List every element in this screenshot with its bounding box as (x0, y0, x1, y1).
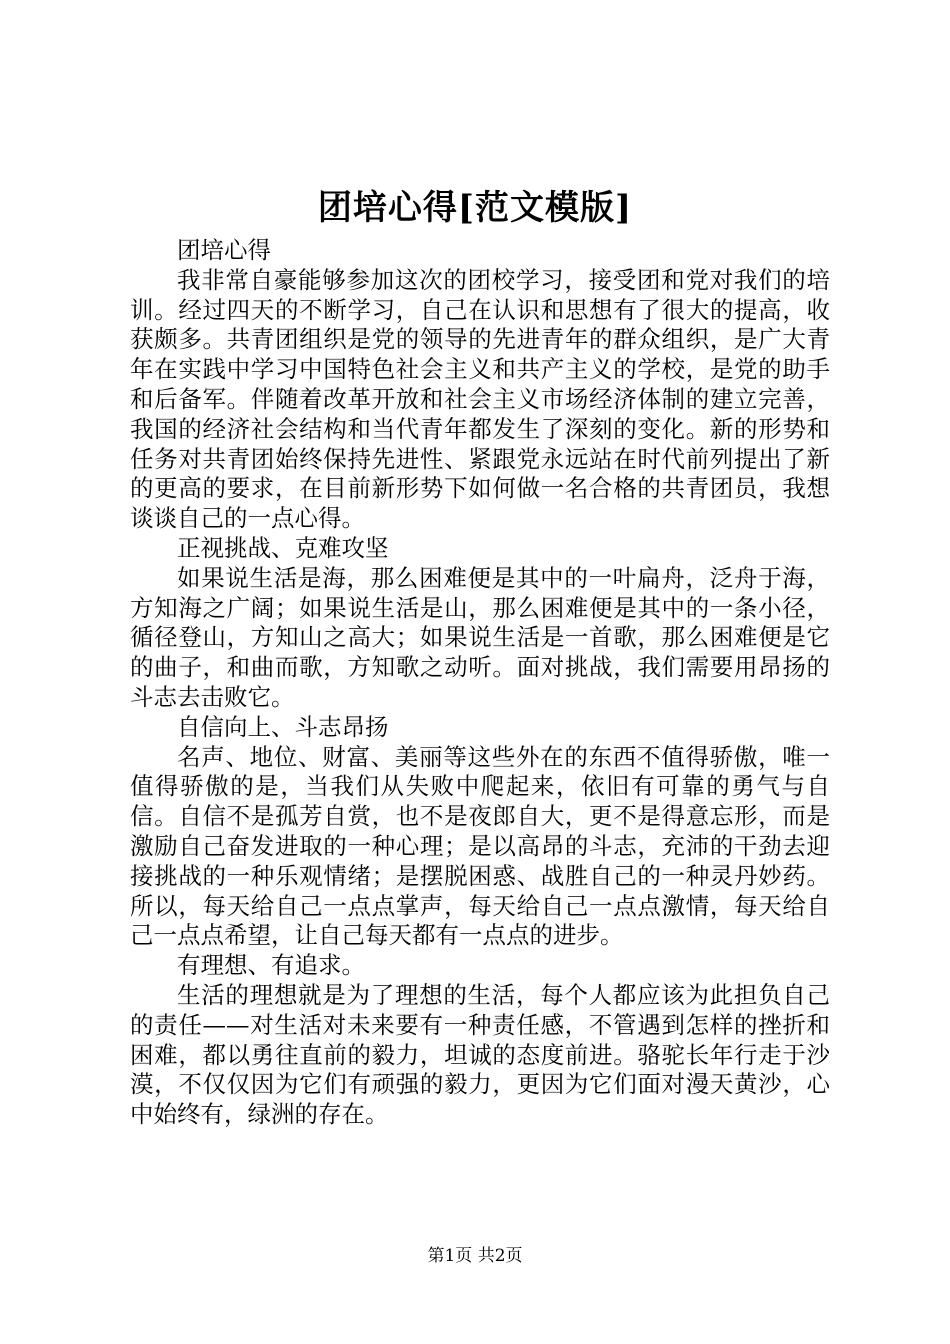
page-number-footer: 第1页 共2页 (427, 1246, 523, 1266)
paragraph-confidence: 名声、地位、财富、美丽等这些外在的东西不值得骄傲，唯一值得骄傲的是，当我们从失败中爬起来，依旧有可靠的勇气与自信。自信不是孤芳自赏，也不是夜郎自大，更不是得意忘形，而是激励自己奋发进取的一种心理；是以高昂的斗志，充沛的干劲去迎接挑战的一种乐观情绪；是摆脱困惑、战胜自己的一种灵丹妙药。所以，每天给自己一点点掌声，每天给自己一点点激情，每天给自己一点点希望，让自己每天都有一点点的进步。 (130, 742, 830, 950)
section-heading-challenge: 正视挑战、克难攻坚 (177, 533, 389, 562)
paragraph-challenge: 如果说生活是海，那么困难便是其中的一叶扁舟，泛舟于海，方知海之广阔；如果说生活是山，那么困难便是其中的一条小径，循径登山，方知山之高大；如果说生活是一首歌，那么困难便是它的曲子，和曲而歌，方知歌之动听。面对挑战，我们需要用昂扬的斗志去击败它。 (130, 563, 830, 711)
section-heading-ideals: 有理想、有追求。 (177, 951, 365, 980)
document-title: 团培心得[范文模版] (317, 188, 633, 228)
paragraph-intro: 我非常自豪能够参加这次的团校学习，接受团和党对我们的培训。经过四天的不断学习，自己在认识和思想有了很大的提高，收获颇多。共青团组织是党的领导的先进青年的群众组织，是广大青年在实践中学习中国特色社会主义和共产主义的学校，是党的助手和后备军。伴随着改革开放和社会主义市场经济体制的建立完善，我国的经济社会结构和当代青年都发生了深刻的变化。新的形势和任务对共青团始终保持先进性、紧跟党永远站在时代前列提出了新的更高的要求，在目前新形势下如何做一名合格的共青团员，我想谈谈自己的一点心得。 (130, 265, 830, 533)
section-heading-confidence: 自信向上、斗志昂扬 (177, 712, 389, 741)
document-body (130, 236, 830, 1130)
paragraph-subtitle: 团培心得 (177, 236, 271, 264)
paragraph-ideals: 生活的理想就是为了理想的生活，每个人都应该为此担负自己的责任——对生活对未来要有一种责任感，不管遇到怎样的挫折和困难，都以勇往直前的毅力，坦诚的态度前进。骆驼长年行走于沙漠，不仅仅因为它们有顽强的毅力，更因为它们面对漫天黄沙，心中始终有，绿洲的存在。 (130, 980, 830, 1129)
